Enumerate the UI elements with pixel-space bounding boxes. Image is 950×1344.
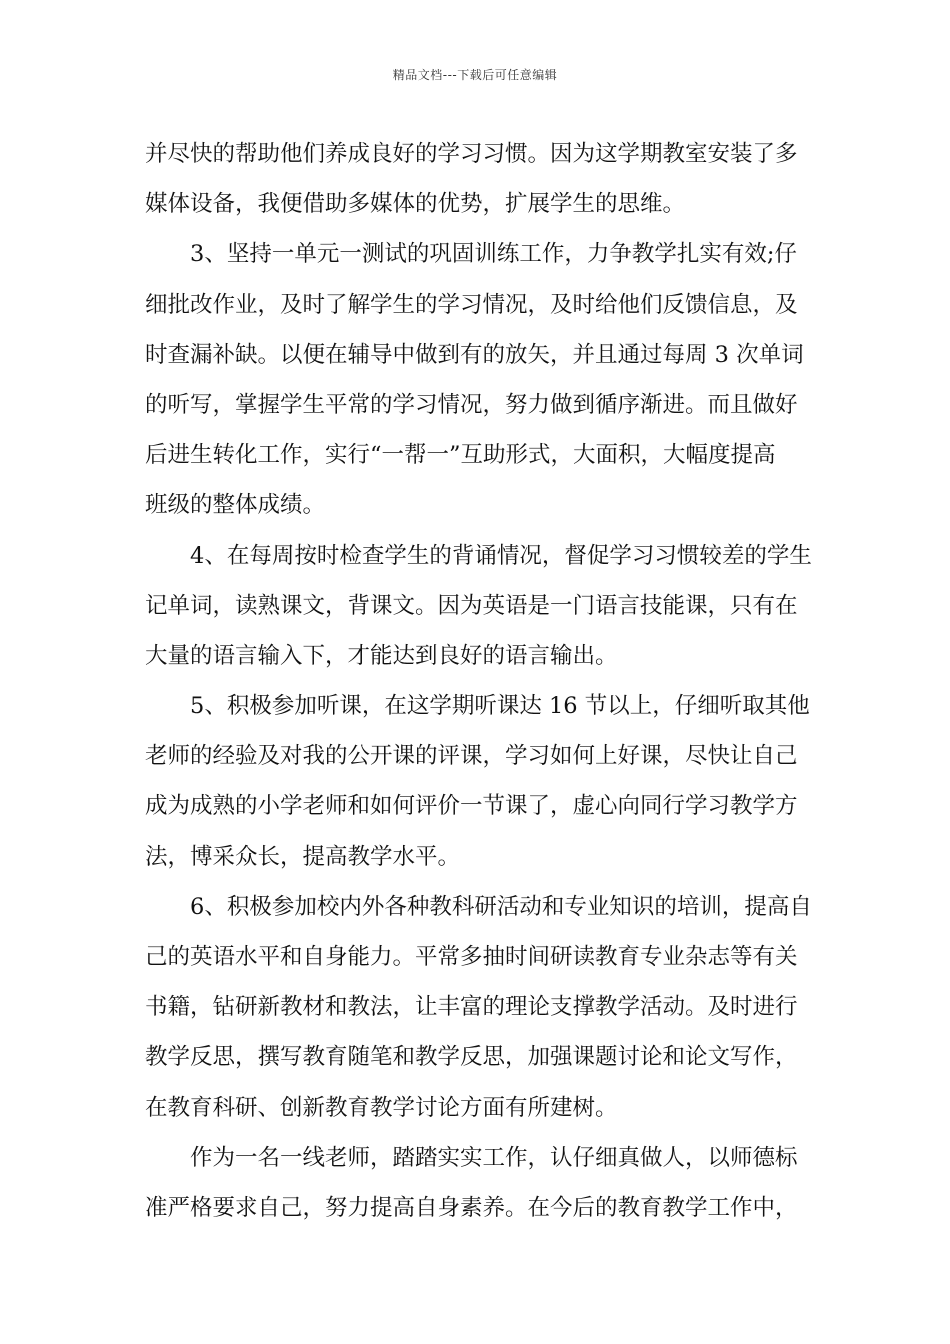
- text-line: 细批改作业，及时了解学生的学习情况，及时给他们反馈信息，及: [145, 291, 798, 318]
- text-line: 准严格要求自己，努力提高自身素养。在今后的教育教学工作中，: [145, 1194, 798, 1221]
- text-line: 后进生转化工作，实行“一帮一”互助形式，大面积，大幅度提高: [145, 442, 776, 469]
- text-line: 班级的整体成绩。: [145, 492, 326, 519]
- text-line: 教学反思，撰写教育随笔和教学反思，加强课题讨论和论文写作，: [145, 1044, 798, 1071]
- text-line: 5、积极参加听课，在这学期听课达 16 节以上，仔细听取其他: [190, 693, 810, 720]
- text-line: 作为一名一线老师，踏踏实实工作，认仔细真做人，以师德标: [190, 1144, 798, 1171]
- text-line: 3、坚持一单元一测试的巩固训练工作，力争教学扎实有效;仔: [190, 241, 797, 268]
- text-line: 4、在每周按时检查学生的背诵情况，督促学习习惯较差的学生: [190, 542, 812, 569]
- text-line: 书籍，钻研新教材和教法，让丰富的理论支撑教学活动。及时进行: [145, 994, 798, 1021]
- text-line: 在教育科研、创新教育教学讨论方面有所建树。: [145, 1094, 618, 1121]
- text-line: 大量的语言输入下，才能达到良好的语言输出。: [145, 642, 618, 669]
- text-line: 记单词，读熟课文，背课文。因为英语是一门语言技能课，只有在: [145, 592, 798, 619]
- page-header: 精品文档---下载后可任意编辑: [392, 68, 558, 82]
- text-line: 成为成熟的小学老师和如何评价一节课了，虚心向同行学习教学方: [145, 793, 798, 820]
- text-line: 6、积极参加校内外各种教科研活动和专业知识的培训，提高自: [190, 893, 812, 920]
- text-line: 时查漏补缺。以便在辅导中做到有的放矢，并且通过每周 3 次单词: [145, 341, 804, 368]
- text-line: 媒体设备，我便借助多媒体的优势，扩展学生的思维。: [145, 191, 686, 218]
- document-body: [145, 129, 811, 1233]
- text-line: 己的英语水平和自身能力。平常多抽时间研读教育专业杂志等有关: [145, 944, 798, 970]
- text-line: 老师的经验及对我的公开课的评课，学习如何上好课，尽快让自己: [145, 743, 798, 770]
- text-line: 法，博采众长，提高教学水平。: [145, 843, 461, 870]
- text-line: 的听写，掌握学生平常的学习情况，努力做到循序渐进。而且做好: [145, 391, 798, 418]
- text-line: 并尽快的帮助他们养成良好的学习习惯。因为这学期教室安装了多: [145, 141, 798, 167]
